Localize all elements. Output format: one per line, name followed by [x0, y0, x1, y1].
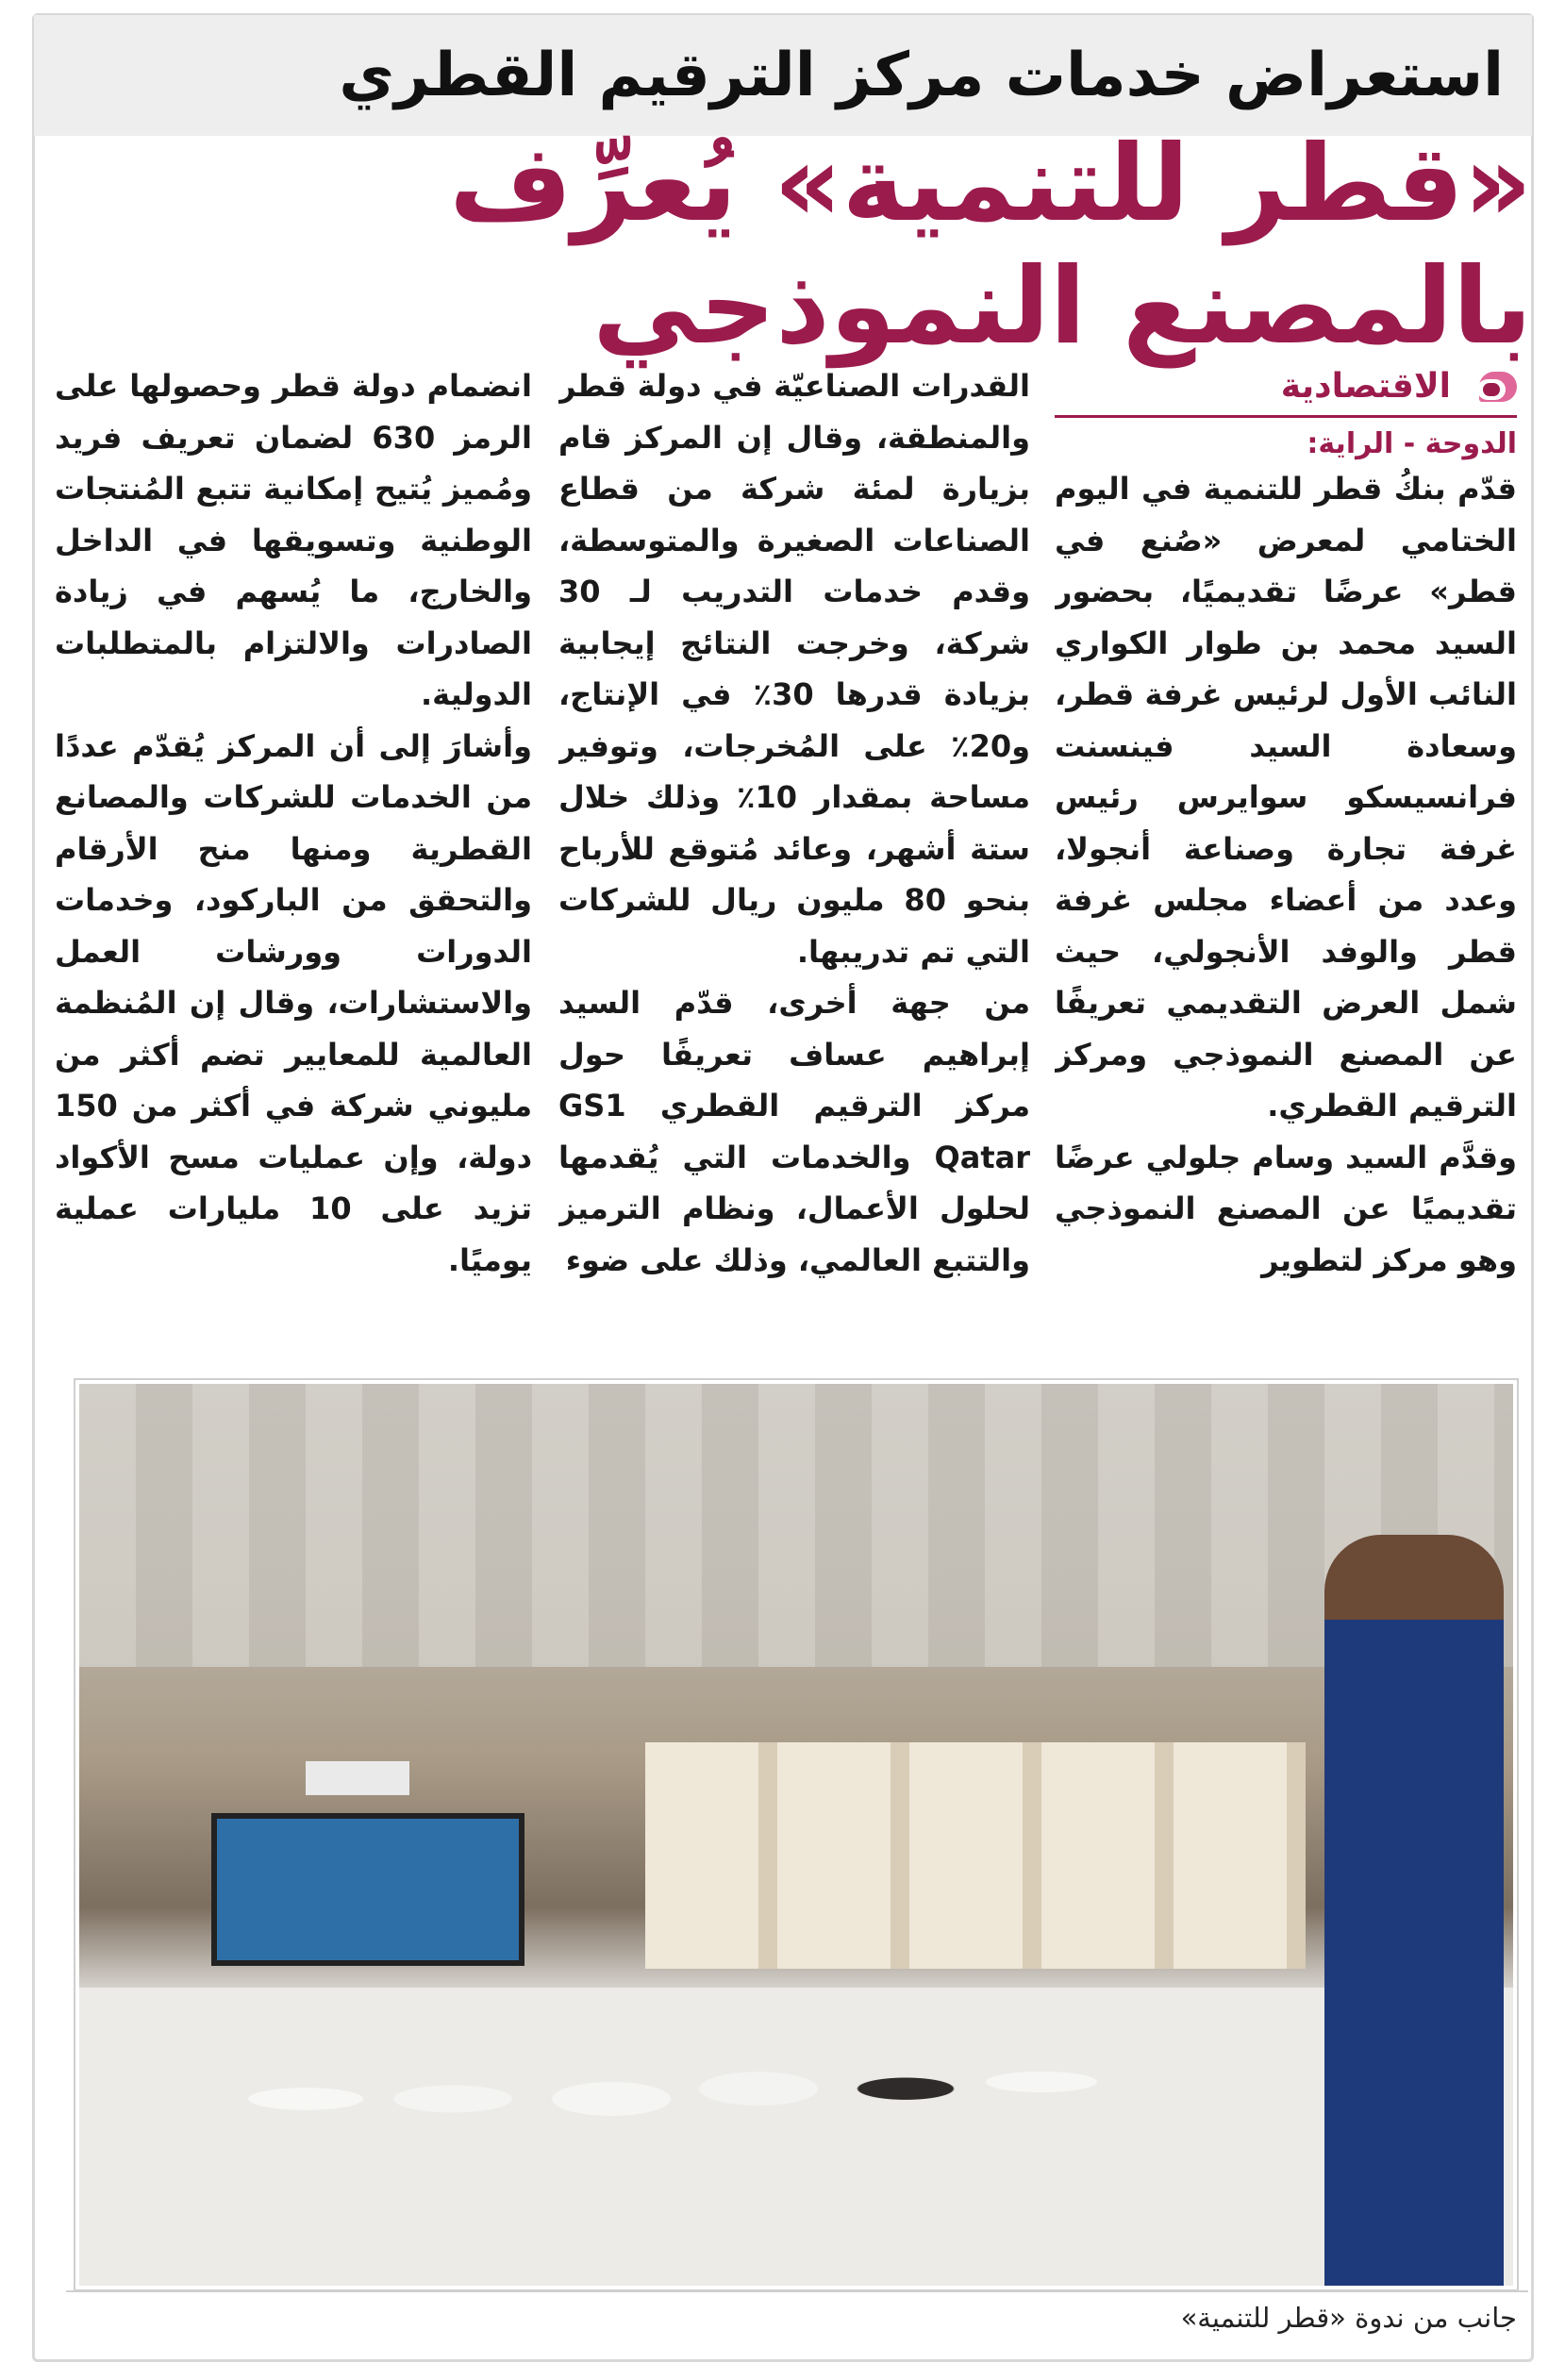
article-column-middle [558, 360, 1030, 1351]
headline-area [34, 123, 1532, 368]
photo-ceiling [79, 1384, 1513, 1667]
paragraph: انضمام دولة قطر وحصولها على الرمز 630 لضمان تعريف فريد ومُميز يُتيح إمكانية تتبع المُنتجات الوطنية وتسويقها في الداخل والخارج، ما يُسهم في زيادة الصادرات والالتزام بالمتطلبات الدولية. [55, 368, 532, 712]
photo-speaker [1324, 1535, 1504, 2289]
article-column-right [1055, 360, 1517, 1351]
paragraph: وقدَّم السيد وسام جلولي عرضًا تقديميًا عن المصنع النموذجي وهو مركز لتطوير [1055, 1139, 1517, 1278]
event-photo [75, 1380, 1517, 2289]
photo-caption: جانب من ندوة «قطر للتنمية» [1180, 2302, 1517, 2334]
kicker-bar [34, 15, 1532, 136]
paragraph: قدّم بنكُ قطر للتنمية في اليوم الختامي لمعرض «صُنع في قطر» عرضًا تقديميًا، بحضور السيد محمد بن طوار الكواري النائب الأول لرئيس غرفة قطر، وسعادة السيد فينسنت فرانسيسكو سوايرس رئيس غرفة تجارة وصناعة أنجولا، وعدد من أعضاء مجلس غرفة قطر والوفد الأنجولي، حيث شمل العرض التقديمي تعريفًا عن المصنع النموذجي ومركز الترقيم القطري. [1055, 471, 1517, 1123]
article-column-left [55, 360, 532, 1351]
section-logo-icon [1462, 368, 1517, 406]
paragraph: وأشارَ إلى أن المركز يُقدّم عددًا من الخدمات للشركات والمصانع القطرية ومنها منح الأرقام والتحقق من الباركود، وخدمات الدورات وورشات العمل والاستشارات، وقال إن المُنظمة العالمية للمعايير تضم أكثر من مليوني شركة في أكثر من 150 دولة، وإن عمليات مسح الأكواد تزيد على 10 مليارات عملية يوميًا. [55, 727, 532, 1278]
section-rule [1055, 415, 1517, 418]
headline: «قطر للتنمية» يُعرِّف بالمصنع النموذجي [449, 123, 1532, 368]
paragraph: من جهة أخرى، قدّم السيد إبراهيم عساف تعريفًا حول مركز الترقيم القطري GS1 Qatar والخدمات التي يُقدمها لحلول الأعمال، ونظام الترميز والتتبع العالمي، وذلك على ضوء [558, 985, 1030, 1278]
section-name: الاقتصادية [1280, 366, 1451, 406]
paragraph: القدرات الصناعيّة في دولة قطر والمنطقة، وقال إن المركز قام بزيارة لمئة شركة من قطاع الصناعات الصغيرة والمتوسطة، وقدم خدمات التدريب لـ 30 شركة، وخرجت النتائج إيجابية بزيادة قدرها 30٪ في الإنتاج، و20٪ على المُخرجات، وتوفير مساحة بمقدار 10٪ وذلك خلال ستة أشهر، وعائد مُتوقع للأرباح بنحو 80 مليون ريال للشركات التي تم تدريبها. [558, 368, 1030, 970]
caption-rule [66, 2290, 1528, 2292]
dateline: الدوحة - الراية: [1307, 427, 1517, 460]
photo-booth-sign [306, 1761, 409, 1795]
section-header [1055, 360, 1517, 413]
kicker-title: استعراض خدمات مركز الترقيم القطري [339, 41, 1504, 110]
photo-audience [136, 1912, 1268, 2252]
